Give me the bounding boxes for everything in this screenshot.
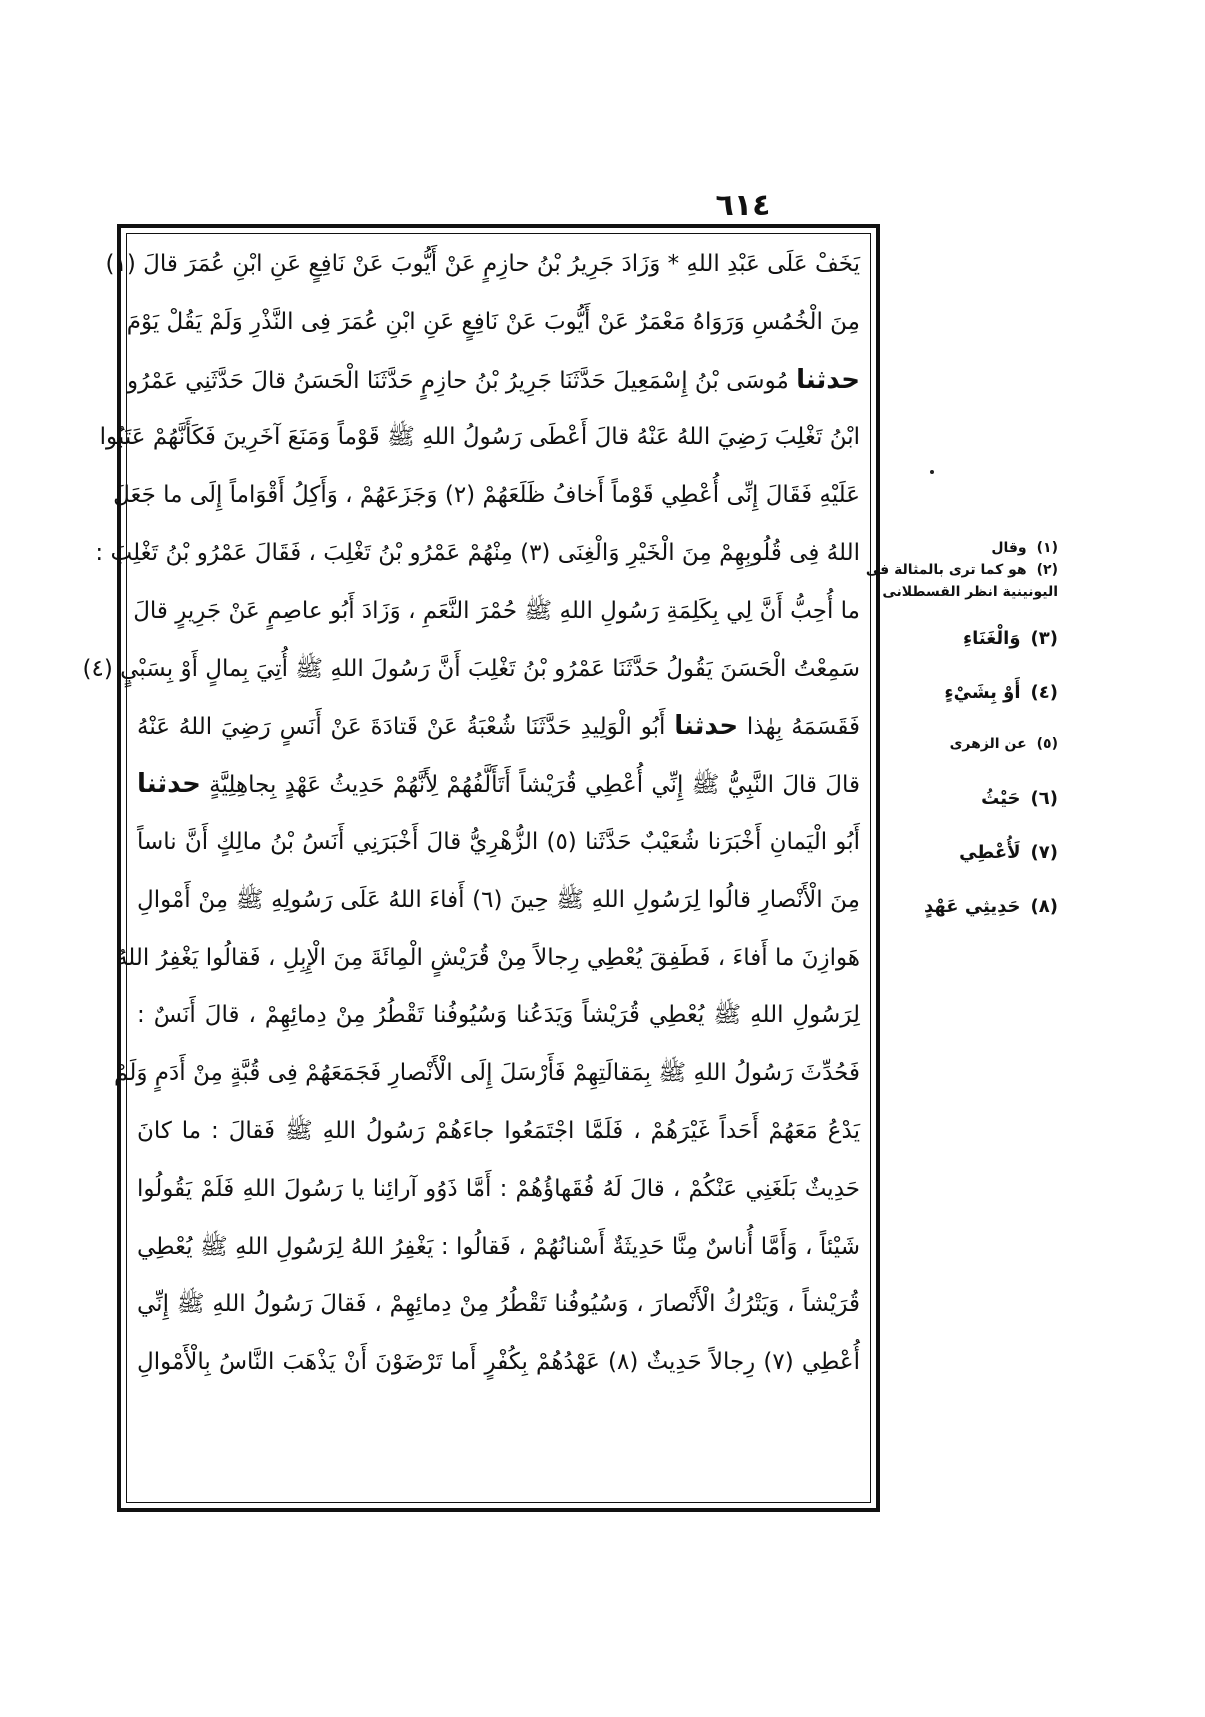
footnote-marker: (١) (105, 251, 136, 277)
text-run: هَوازِنَ ما أَفاءَ ، فَطَفِقَ يُعْطِي رِجالاً مِنْ قُرَيْشٍ الْمِائَةَ مِنَ الْإِبِلِ ، فَقالُوا يَغْفِرُ اللهُ (115, 944, 860, 971)
text-run: الزُّهْرِيُّ قالَ أَخْبَرَنِي أَنَسُ بْنُ مالِكٍ أَنَّ ناساً (137, 828, 547, 855)
text-run: لِرَسُولِ اللهِ ﷺ يُعْطِي قُرَيْشاً وَيَدَعُنا وَسُيُوفُنا تَقْطُرُ مِنْ دِمائِهِمْ ، قالَ أَنَسٌ : (137, 1002, 860, 1029)
text-line (114, 1045, 860, 1103)
text-run: قُرَيْشاً ، وَيَتْرُكُ الْأَنْصارَ ، وَسُيُوفُنا تَقْطُرُ مِنْ دِمائِهِمْ ، فَقالَ رَسُولُ اللهِ ﷺ إِنِّي (137, 1291, 860, 1318)
margin-note (944, 682, 1058, 703)
margin-note (959, 842, 1058, 863)
text-line (82, 641, 860, 699)
footnote-marker: (٣) (520, 539, 551, 566)
text-run: شَيْئاً ، وَأَمَّا أُناسٌ مِنَّا حَدِيثَةٌ أَسْنانُهُمْ ، فَقالُوا : يَغْفِرُ اللهُ لِرَسُولِ اللهِ ﷺ يُعْطِي (137, 1233, 860, 1260)
text-run: مِنَ الْخُمُسِ وَرَوَاهُ مَعْمَرٌ عَنْ أَيُّوبَ عَنْ نَافِعٍ عَنِ ابْنِ عُمَرَ فِى النَّذْرِ وَلَمْ يَقُلْ يَوْمَ (126, 308, 860, 335)
text-run: رِجالاً حَدِيثٌ (638, 1349, 764, 1376)
margin-note-text: حَيْثُ (981, 788, 1021, 809)
margin-note (991, 540, 1058, 556)
main-text-block (82, 236, 861, 1500)
margin-note (866, 562, 1058, 578)
text-run: أُعْطِي (793, 1349, 860, 1376)
margin-note-number: (٥) (1036, 736, 1058, 752)
text-line (137, 1219, 860, 1277)
margin-note (882, 584, 1058, 600)
footnote-marker: (٧) (763, 1349, 794, 1376)
margin-note-text: وَالْغَنَاءِ (962, 628, 1021, 649)
footnote-marker: (٨) (608, 1349, 639, 1376)
margin-note-number: (١) (1036, 540, 1058, 556)
text-line (105, 236, 860, 294)
text-run: مِنْهُمْ عَمْرُو بْنُ تَغْلِبَ ، فَقَالَ عَمْرُو بْنُ تَغْلِبَ : (95, 539, 521, 566)
footnote-marker: (٦) (472, 886, 503, 913)
text-frame (82, 224, 880, 1512)
text-line (137, 872, 860, 930)
text-line (126, 294, 860, 352)
text-run: فَحُدِّثَ رَسُولُ اللهِ ﷺ بِمَقالَتِهِمْ فَأَرْسَلَ إِلَى الْأَنْصارِ فَجَمَعَهُمْ فِى قُبَّةٍ مِنْ أَدَمٍ وَلَمْ (114, 1060, 860, 1087)
margin-note (924, 896, 1058, 917)
text-line (137, 756, 860, 814)
text-line (137, 987, 860, 1045)
margin-note-number: (٢) (1036, 562, 1058, 578)
text-run: عَلَيْهِ فَقَالَ إِنِّى أُعْطِي قَوْماً أَخافُ ظَلَعَهُمْ (475, 482, 860, 509)
text-run: أَبُو الْيَمانِ أَخْبَرَنا شُعَيْبٌ حَدَّثَنا (576, 828, 860, 855)
text-line (137, 1161, 860, 1219)
text-run: ابْنُ تَغْلِبَ رَضِيَ اللهُ عَنْهُ قالَ أَعْطَى رَسُولُ اللهِ ﷺ قَوْماً وَمَنَعَ آخَرِينَ فَكَأَنَّهُمْ عَتَبُوا (99, 424, 860, 451)
margin-note-number: (٤) (1030, 682, 1058, 703)
footnote-marker: (٢) (444, 482, 476, 509)
margin-note-text: هو كما ترى بالمثالة فى (865, 562, 1027, 578)
text-line (137, 698, 860, 756)
text-line (99, 409, 860, 467)
margin-note-text: اليونينية انظر القسطلانى (882, 584, 1058, 600)
hadith-heading: حدثنا (796, 364, 860, 395)
page-number: ٦١٤ (715, 188, 771, 223)
text-run: ما أُحِبُّ أَنَّ لِي بِكَلِمَةِ رَسُولِ اللهِ ﷺ حُمْرَ النَّعَمِ ، وَزَادَ أَبُو عاصِمٍ عَنْ جَرِيرٍ قالَ (133, 597, 860, 624)
text-line (137, 1334, 860, 1392)
hadith-heading: حدثنا (137, 769, 201, 800)
text-run: اللهُ فِى قُلُوبِهِمْ مِنَ الْخَيْرِ وَالْغِنَى (550, 539, 860, 566)
text-run: مُوسَى بْنُ إِسْمَعِيلَ حَدَّثَنَا جَرِيرُ بْنُ حازِمٍ حَدَّثَنَا الْحَسَنُ قالَ حَدَّثَنِي عَمْرُو (127, 367, 797, 394)
text-run: وَجَزَعَهُمْ ، وَأَكِلُ أَقْوَاماً إِلَى ما جَعَلَ (113, 482, 445, 509)
text-line (95, 525, 860, 583)
margin-note-number: (٧) (1030, 842, 1058, 863)
text-run: عَهْدُهُمْ بِكُفْرٍ أَما تَرْضَوْنَ أَنْ يَذْهَبَ النَّاسُ بِالْأَمْوالِ (137, 1349, 608, 1376)
text-run: سَمِعْتُ الْحَسَنَ يَقُولُ حَدَّثَنَا عَمْرُو بْنُ تَغْلِبَ أَنَّ رَسُولَ اللهِ ﷺ أُتِيَ بِمالٍ أَوْ بِسَبْيٍ (112, 655, 860, 682)
footnote-marker: (٥) (546, 828, 577, 855)
text-line (137, 1276, 860, 1334)
margin-note-number: (٣) (1030, 628, 1058, 649)
margin-note (981, 788, 1058, 809)
text-line (137, 1103, 860, 1161)
text-run: أَبُو الْوَلِيدِ حَدَّثَنَا شُعْبَةُ عَنْ قَتادَةَ عَنْ أَنَسٍ رَضِيَ اللهُ عَنْهُ (137, 714, 675, 741)
footnote-marker: (٤) (82, 655, 113, 682)
margin-note-text: أَوْ بِشَيْءٍ (944, 682, 1021, 703)
margin-note-number: (٦) (1030, 788, 1058, 809)
text-run: يَدْعُ مَعَهُمْ أَحَداً غَيْرَهُمْ ، فَلَمَّا اجْتَمَعُوا جاءَهُمْ رَسُولُ اللهِ ﷺ فَقالَ : ما كانَ (137, 1117, 860, 1144)
margin-dot (930, 470, 934, 474)
margin-note-text: عن الزهرى (949, 736, 1027, 752)
text-line (113, 467, 860, 525)
margin-note-text: حَدِيثِي عَهْدٍ (924, 896, 1021, 917)
text-run: يَخَفْ عَلَى عَبْدِ اللهِ * وَزَادَ جَرِيرُ بْنُ حازِمٍ عَنْ أَيُّوبَ عَنْ نَافِعٍ عَنِ ابْنِ عُمَرَ قالَ (135, 251, 860, 277)
hadith-heading: حدثنا (674, 711, 739, 742)
text-run: أَفاءَ اللهُ عَلَى رَسُولِهِ ﷺ مِنْ أَمْوالِ (137, 886, 473, 913)
text-run: حَدِيثٌ بَلَغَنِي عَنْكُمْ ، قالَ لَهُ فُقَهاؤُهُمْ : أَمَّا ذَوُو آرائِنا يا رَسُولَ اللهِ فَلَمْ يَقُولُوا (137, 1175, 860, 1202)
text-line (137, 814, 860, 872)
margin-note-text: لَأُعْطِي (959, 842, 1021, 863)
margin-note (963, 628, 1058, 649)
text-run: قالَ قالَ النَّبِيُّ ﷺ إِنِّي أُعْطِي قُرَيْشاً أَتَأَلَّفُهُمْ لِأَنَّهُمْ حَدِيثُ عَهْدٍ بِجاهِلِيَّةٍ (200, 772, 860, 799)
text-run: فَقَسَمَهُ بِهٰذا (738, 714, 860, 741)
text-line (133, 583, 860, 641)
margin-note (950, 736, 1058, 752)
text-line (127, 352, 860, 410)
margin-note-text: وقال (991, 540, 1027, 556)
margin-note-number: (٨) (1030, 896, 1058, 917)
text-run: مِنَ الْأَنْصارِ قالُوا لِرَسُولِ اللهِ ﷺ حِينَ (502, 886, 861, 913)
text-line (115, 930, 860, 988)
